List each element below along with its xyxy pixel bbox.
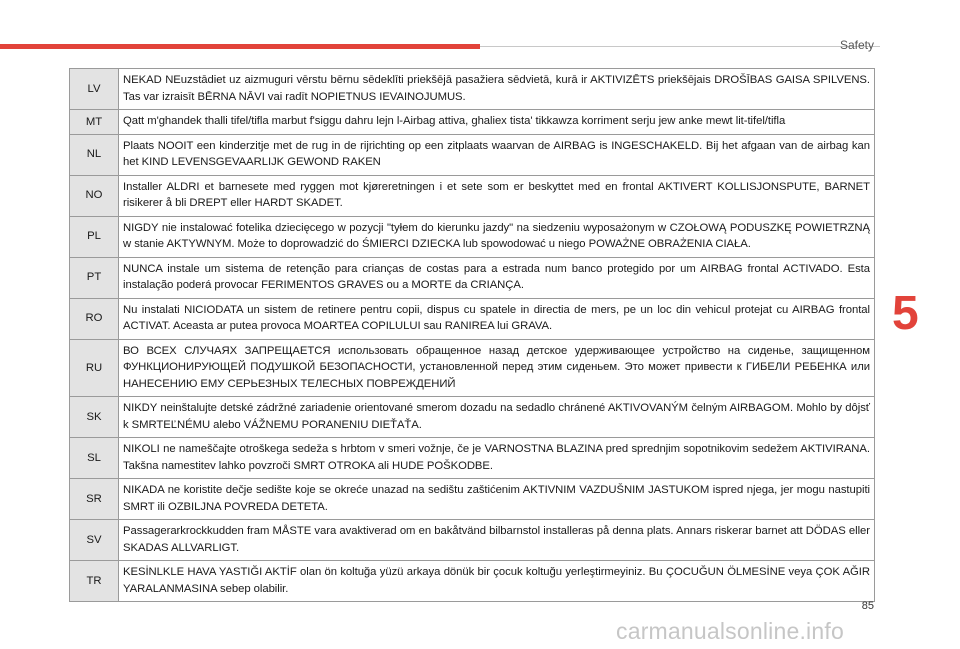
warning-text: Installer ALDRI et barnesete med ryggen mot kjøreretningen i et sete som er beskyttet med en frontal AKTIVERT KOLLISJONSPUTE, BARNET risikerer å bli DREPT eller HARDT SKADET.: [119, 175, 875, 216]
warning-text: KESİNLKLE HAVA YASTIĞI AKTİF olan ön koltuğa yüzü arkaya dönük bir çocuk koltuğu yerleştirmeyiniz. Bu ÇOCUĞUN ÖLMESİNE veya ÇOK AĞIR YARALANMASINA sebep olabilir.: [119, 561, 875, 602]
language-code: LV: [70, 69, 119, 110]
table-row: [70, 397, 875, 438]
language-code: SK: [70, 397, 119, 438]
language-code: RO: [70, 298, 119, 339]
table-row: [70, 438, 875, 479]
language-code: NL: [70, 134, 119, 175]
language-code: PL: [70, 216, 119, 257]
warning-text: NIGDY nie instalować fotelika dziecięcego w pozycji "tyłem do kierunku jazdy" na siedzeniu wyposażonym w CZOŁOWĄ PODUSZKĘ POWIETRZNĄ w stanie AKTYWNYM. Może to doprowadzić do ŚMIERCI DZIECKA lub spowodować u niego POWAŻNE OBRAŻENIA CIAŁA.: [119, 216, 875, 257]
language-code: PT: [70, 257, 119, 298]
language-code: SV: [70, 520, 119, 561]
warning-text: NIKADA ne koristite dečje sedište koje se okreće unazad na sedištu zaštićenim AKTIVNIM VAZDUŠNIM JASTUKOM ispred njega, jer mogu nastupiti SMRT ili OZBILJNA POVREDA DETETA.: [119, 479, 875, 520]
watermark-logo: carmanualsonline.info: [616, 618, 844, 644]
table-row: [70, 298, 875, 339]
warning-text: NIKOLI ne nameščajte otroškega sedeža s hrbtom v smeri vožnje, če je VARNOSTNA BLAZINA pred sprednjim sopotnikovim sedežem AKTIVIRANA. Takšna namestitev lahko povzroči SMRT OTROKA ali HUDE POŠKODBE.: [119, 438, 875, 479]
warning-text: Plaats NOOIT een kinderzitje met de rug in de rijrichting op een zitplaats waarvan de AIRBAG is INGESCHAKELD. Bij het afgaan van de airbag kan het KIND LEVENSGEVAARLIJK GEWOND RAKEN: [119, 134, 875, 175]
chapter-number: 5: [892, 287, 919, 340]
warning-text: NIKDY neinštalujte detské zádržné zariadenie orientované smerom dozadu na sedadlo chránené AKTIVOVANÝM čelným AIRBAGOM. Mohlo by dôjsť k SMRTEĽNÉMU alebo VÁŽNEMU PORANENIU DIEŤAŤA.: [119, 397, 875, 438]
warning-text: Nu instalati NICIODATA un sistem de retinere pentru copii, dispus cu spatele in directia de mers, pe un loc din vehicul protejat cu AIRBAG frontal ACTIVAT. Aceasta ar putea provoca MOARTEA COPILULUI sau RANIREA lui GRAVA.: [119, 298, 875, 339]
language-code: SL: [70, 438, 119, 479]
table-row: [70, 257, 875, 298]
warning-text: Passagerarkrockkudden fram MÅSTE vara avaktiverad om en bakåtvänd bilbarnstol installeras på denna plats. Annars riskerar barnet att DÖDAS eller SKADAS ALLVARLIGT.: [119, 520, 875, 561]
language-code: RU: [70, 339, 119, 397]
table-row: [70, 175, 875, 216]
language-code: MT: [70, 110, 119, 135]
warning-table-body: [70, 69, 875, 602]
table-row: [70, 134, 875, 175]
language-code: SR: [70, 479, 119, 520]
table-row: [70, 339, 875, 397]
page-number: 85: [861, 600, 874, 612]
language-code: NO: [70, 175, 119, 216]
table-row: [70, 479, 875, 520]
header-accent-bar: [0, 44, 480, 49]
table-row: [70, 69, 875, 110]
table-row: [70, 110, 875, 135]
table-row: [70, 561, 875, 602]
warning-text: NUNCA instale um sistema de retenção para crianças de costas para a estrada num banco protegido por um AIRBAG frontal ACTIVADO. Esta instalação poderá provocar FERIMENTOS GRAVES ou a MORTE da CRIANÇA.: [119, 257, 875, 298]
language-code: TR: [70, 561, 119, 602]
section-title: Safety: [839, 38, 874, 52]
warning-text: Qatt m'ghandek thalli tifel/tifla marbut f'siggu dahru lejn l-Airbag attiva, ghaliex tista' tikkawza korriment serju jew anke mewt lit-tifel/tifla: [119, 110, 875, 135]
header-divider: [480, 46, 880, 47]
table-row: [70, 216, 875, 257]
airbag-warning-table: [69, 68, 875, 602]
table-row: [70, 520, 875, 561]
warning-text: ВО ВСЕХ СЛУЧАЯХ ЗАПРЕЩАЕТСЯ использовать обращенное назад детское удерживающее устройство на сиденье, защищенном ФУНКЦИОНИРУЮЩЕЙ ПОДУШКОЙ БЕЗОПАСНОСТИ, установленной перед этим сиденьем. Это может привести к ГИБЕЛИ РЕБЕНКА или НАНЕСЕНИЮ ЕМУ СЕРЬЕЗНЫХ ТЕЛЕСНЫХ ПОВРЕЖДЕНИЙ: [119, 339, 875, 397]
warning-text: NEKAD NEuzstādiet uz aizmuguri vērstu bērnu sēdeklīti priekšējā pasažiera sēdvietā, kurā ir AKTIVIZĒTS priekšējais DROŠĪBAS GAISA SPILVENS. Tas var izraisīt BĒRNA NĀVI vai radīt NOPIETNUS IEVAINOJUMUS.: [119, 69, 875, 110]
